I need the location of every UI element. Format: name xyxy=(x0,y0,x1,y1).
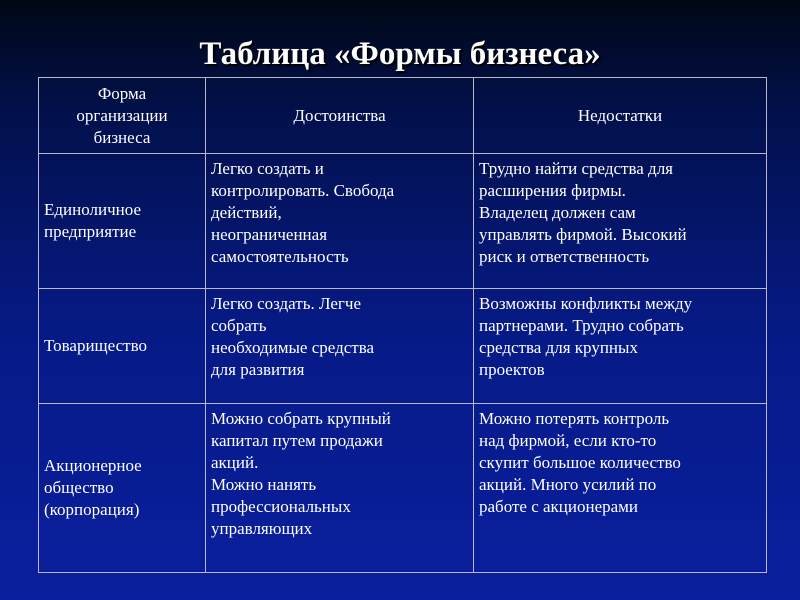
form-cell xyxy=(39,404,206,573)
cell-line: управлять фирмой. Высокий xyxy=(479,225,687,244)
cell-line: капитал путем продажи xyxy=(211,431,383,450)
advantages-cell xyxy=(206,289,474,404)
cell-line: профессиональных xyxy=(211,497,351,516)
cell-line: Легко создать. Легче xyxy=(211,294,361,313)
header-line: Форма xyxy=(97,83,147,103)
disadvantages-cell xyxy=(474,289,767,404)
cell-line: самостоятельность xyxy=(211,247,349,266)
table-row xyxy=(39,154,767,289)
cell-line: проектов xyxy=(479,360,545,379)
table-header-row xyxy=(39,78,767,154)
cell-line: средства для крупных xyxy=(479,338,638,357)
cell-line: контролировать. Свобода xyxy=(211,181,395,200)
cell-line: над фирмой, если кто-то xyxy=(479,431,657,450)
header-line: бизнеса xyxy=(93,127,151,147)
advantages-cell xyxy=(206,154,474,289)
disadvantages-cell xyxy=(474,154,767,289)
slide-title: Таблица «Формы бизнеса» xyxy=(199,36,601,72)
cell-line: акций. Много усилий по xyxy=(479,475,657,494)
cell-line: Товарищество xyxy=(44,336,147,355)
cell-line: для развития xyxy=(211,360,305,379)
cell-line: Трудно найти средства для xyxy=(479,159,673,178)
cell-line: Можно потерять контроль xyxy=(479,409,670,428)
cell-line: необходимые средства xyxy=(211,338,375,357)
cell-line: предприятие xyxy=(44,222,137,241)
cell-line: расширения фирмы. xyxy=(479,181,626,200)
cell-line: скупит большое количество xyxy=(479,453,681,472)
header-line: Достоинства xyxy=(293,105,386,125)
form-cell xyxy=(39,289,206,404)
header-line: Недостатки xyxy=(577,105,663,125)
disadvantages-cell xyxy=(474,404,767,573)
cell-line: действий, xyxy=(211,203,282,222)
header-disadvantages xyxy=(474,78,767,154)
header-form xyxy=(39,78,206,154)
cell-line: риск и ответственность xyxy=(479,247,650,266)
cell-line: Можно нанять xyxy=(211,475,317,494)
table-row xyxy=(39,289,767,404)
advantages-cell xyxy=(206,404,474,573)
cell-line: Владелец должен сам xyxy=(479,203,636,222)
cell-line: партнерами. Трудно собрать xyxy=(479,316,684,335)
cell-line: неограниченная xyxy=(211,225,328,244)
cell-line: работе с акционерами xyxy=(479,497,639,516)
cell-line: Можно собрать крупный xyxy=(211,409,391,428)
cell-line: собрать xyxy=(211,316,267,335)
cell-line: Единоличное xyxy=(44,200,141,219)
cell-line: (корпорация) xyxy=(44,500,140,519)
header-line: организации xyxy=(76,105,168,125)
table-row xyxy=(39,404,767,573)
cell-line: управляющих xyxy=(211,519,313,538)
cell-line: Легко создать и xyxy=(211,159,324,178)
cell-line: Возможны конфликты между xyxy=(479,294,693,313)
header-advantages xyxy=(206,78,474,154)
cell-line: акций. xyxy=(211,453,259,472)
cell-line: общество xyxy=(44,478,114,497)
form-cell xyxy=(39,154,206,289)
cell-line: Акционерное xyxy=(44,456,142,475)
business-forms-table xyxy=(38,77,767,573)
